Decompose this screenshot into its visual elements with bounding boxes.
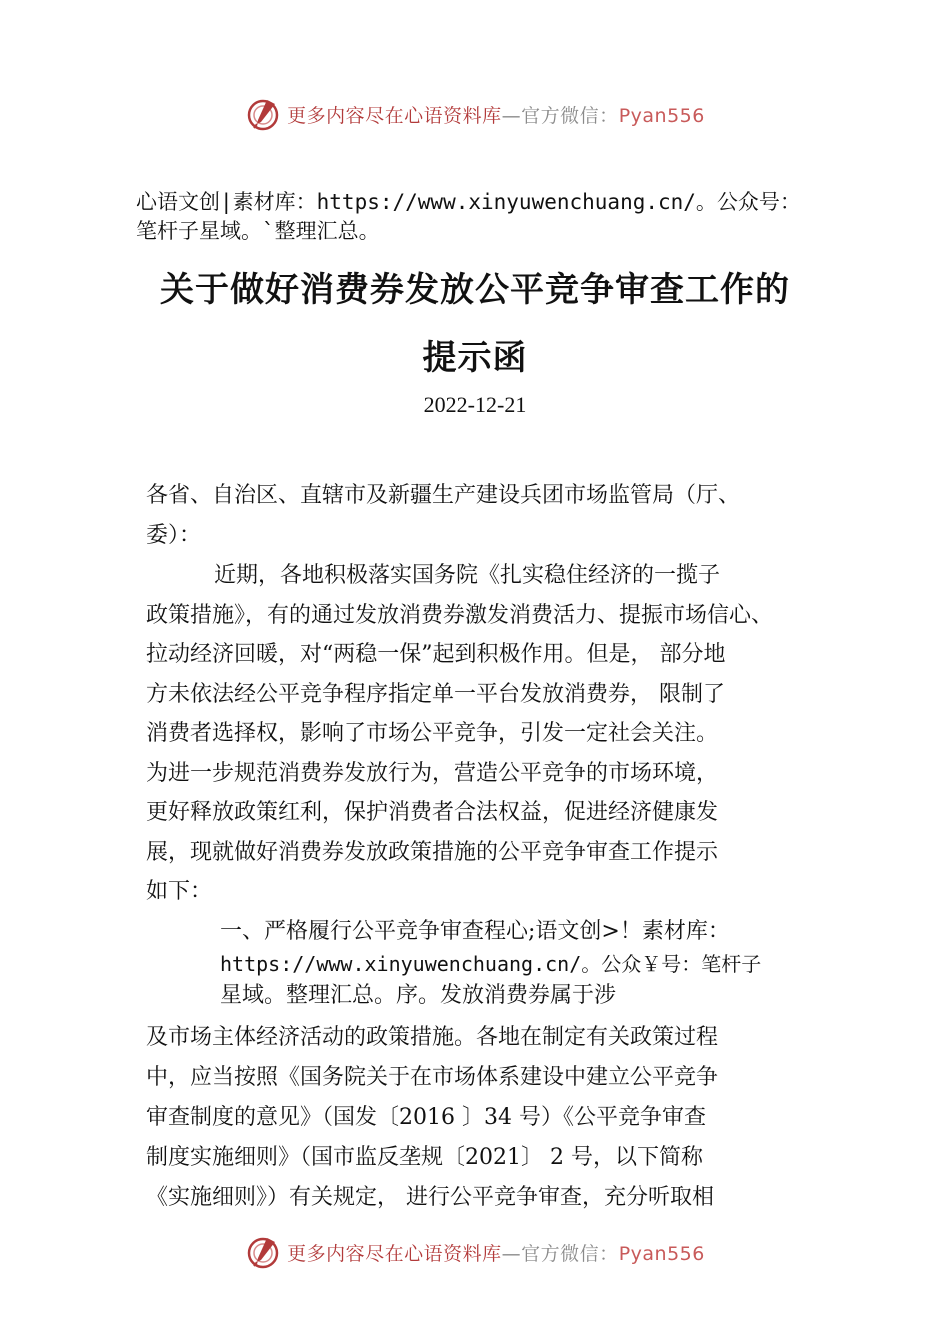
banner-content (245, 1234, 705, 1270)
banner-wechat-id: Pyan556 (618, 104, 705, 127)
source-note-line-1: 心语文创|素材库：https://www.xinyuwenchuang.cn/。公众号： (136, 190, 801, 214)
banner-site-name: 更多内容尽在心语资料库 (287, 104, 502, 127)
section-1-heading (220, 916, 860, 1012)
body-paragraph-2 (146, 1018, 846, 1218)
body2-line: 中，应当按照《国务院关于在市场体系建设中建立公平竞争 (146, 1065, 719, 1090)
banner-site-name: 更多内容尽在心语资料库 (287, 1242, 502, 1265)
salutation-line-2: 委）： (146, 522, 202, 548)
document-date: 2022-12-21 (423, 392, 527, 417)
body1-line: 政策措施》，有的通过发放消费券激发消费活力、提振市场信心、 (146, 602, 774, 628)
body2-line: 《实施细则》）有关规定， 进行公平竞争审查，充分听取相 (146, 1185, 714, 1210)
body-paragraph-1 (146, 556, 846, 912)
banner-wechat-label: 官方微信： (521, 1242, 619, 1265)
section1-line-1: 一、严格履行公平竞争审查程心;语文创>！素材库： (220, 919, 730, 944)
footer-banner (0, 1230, 950, 1274)
body2-line: 制度实施细则》（国市监反垄规〔2021〕 2 号，以下简称 (146, 1145, 703, 1170)
body1-line: 近期，各地积极落实国务院《扎实稳住经济的一揽子 (214, 563, 721, 588)
body1-line: 拉动经济回暖，对“两稳一保”起到积极作用。但是， 部分地 (146, 642, 726, 667)
body1-line: 展，现就做好消费券发放政策措施的公平竞争审查工作提示 (146, 839, 719, 865)
banner-dash: — (501, 104, 522, 127)
pen-circle-logo-icon (245, 1234, 281, 1270)
banner-wechat-id: Pyan556 (618, 1242, 705, 1265)
body1-line: 消费者选择权，影响了市场公平竞争，引发一定社会关注。 (146, 721, 719, 746)
body1-line: 方未依法经公平竞争程序指定单一平台发放消费券， 限制了 (146, 681, 725, 707)
body2-line: 审查制度的意见》（国发〔2016 〕34 号）《公平竞争审查 (146, 1105, 706, 1130)
salutation (146, 476, 846, 555)
banner-text (287, 1239, 705, 1266)
section1-line-3: 星域。整理汇总。序。发放消费券属于涉 (220, 983, 617, 1008)
body1-line: 更好释放政策红利，保护消费者合法权益，促进经济健康发 (146, 800, 719, 825)
header-banner (0, 92, 950, 136)
section1-line-2: https://www.xinyuwenchuang.cn/。公众￥号：笔杆子 (220, 952, 762, 976)
document-title-line-1: 关于做好消费券发放公平竞争审查工作的 (160, 270, 790, 310)
source-note (136, 188, 856, 246)
banner-content (245, 96, 705, 132)
banner-wechat-label: 官方微信： (521, 104, 619, 127)
body2-line: 及市场主体经济活动的政策措施。各地在制定有关政策过程 (146, 1025, 719, 1050)
banner-dash: — (501, 1242, 522, 1265)
banner-text (287, 101, 705, 128)
source-note-line-2: 笔杆子星域。`整理汇总。 (136, 219, 380, 243)
body1-line: 如下： (146, 879, 213, 904)
salutation-line-1: 各省、自治区、直辖市及新疆生产建设兵团市场监管局（厅、 (146, 483, 741, 508)
pen-circle-logo-icon (245, 96, 281, 132)
body1-line: 为进一步规范消费券发放行为，营造公平竞争的市场环境， (146, 760, 719, 786)
document-title-line-2: 提示函 (422, 338, 528, 378)
